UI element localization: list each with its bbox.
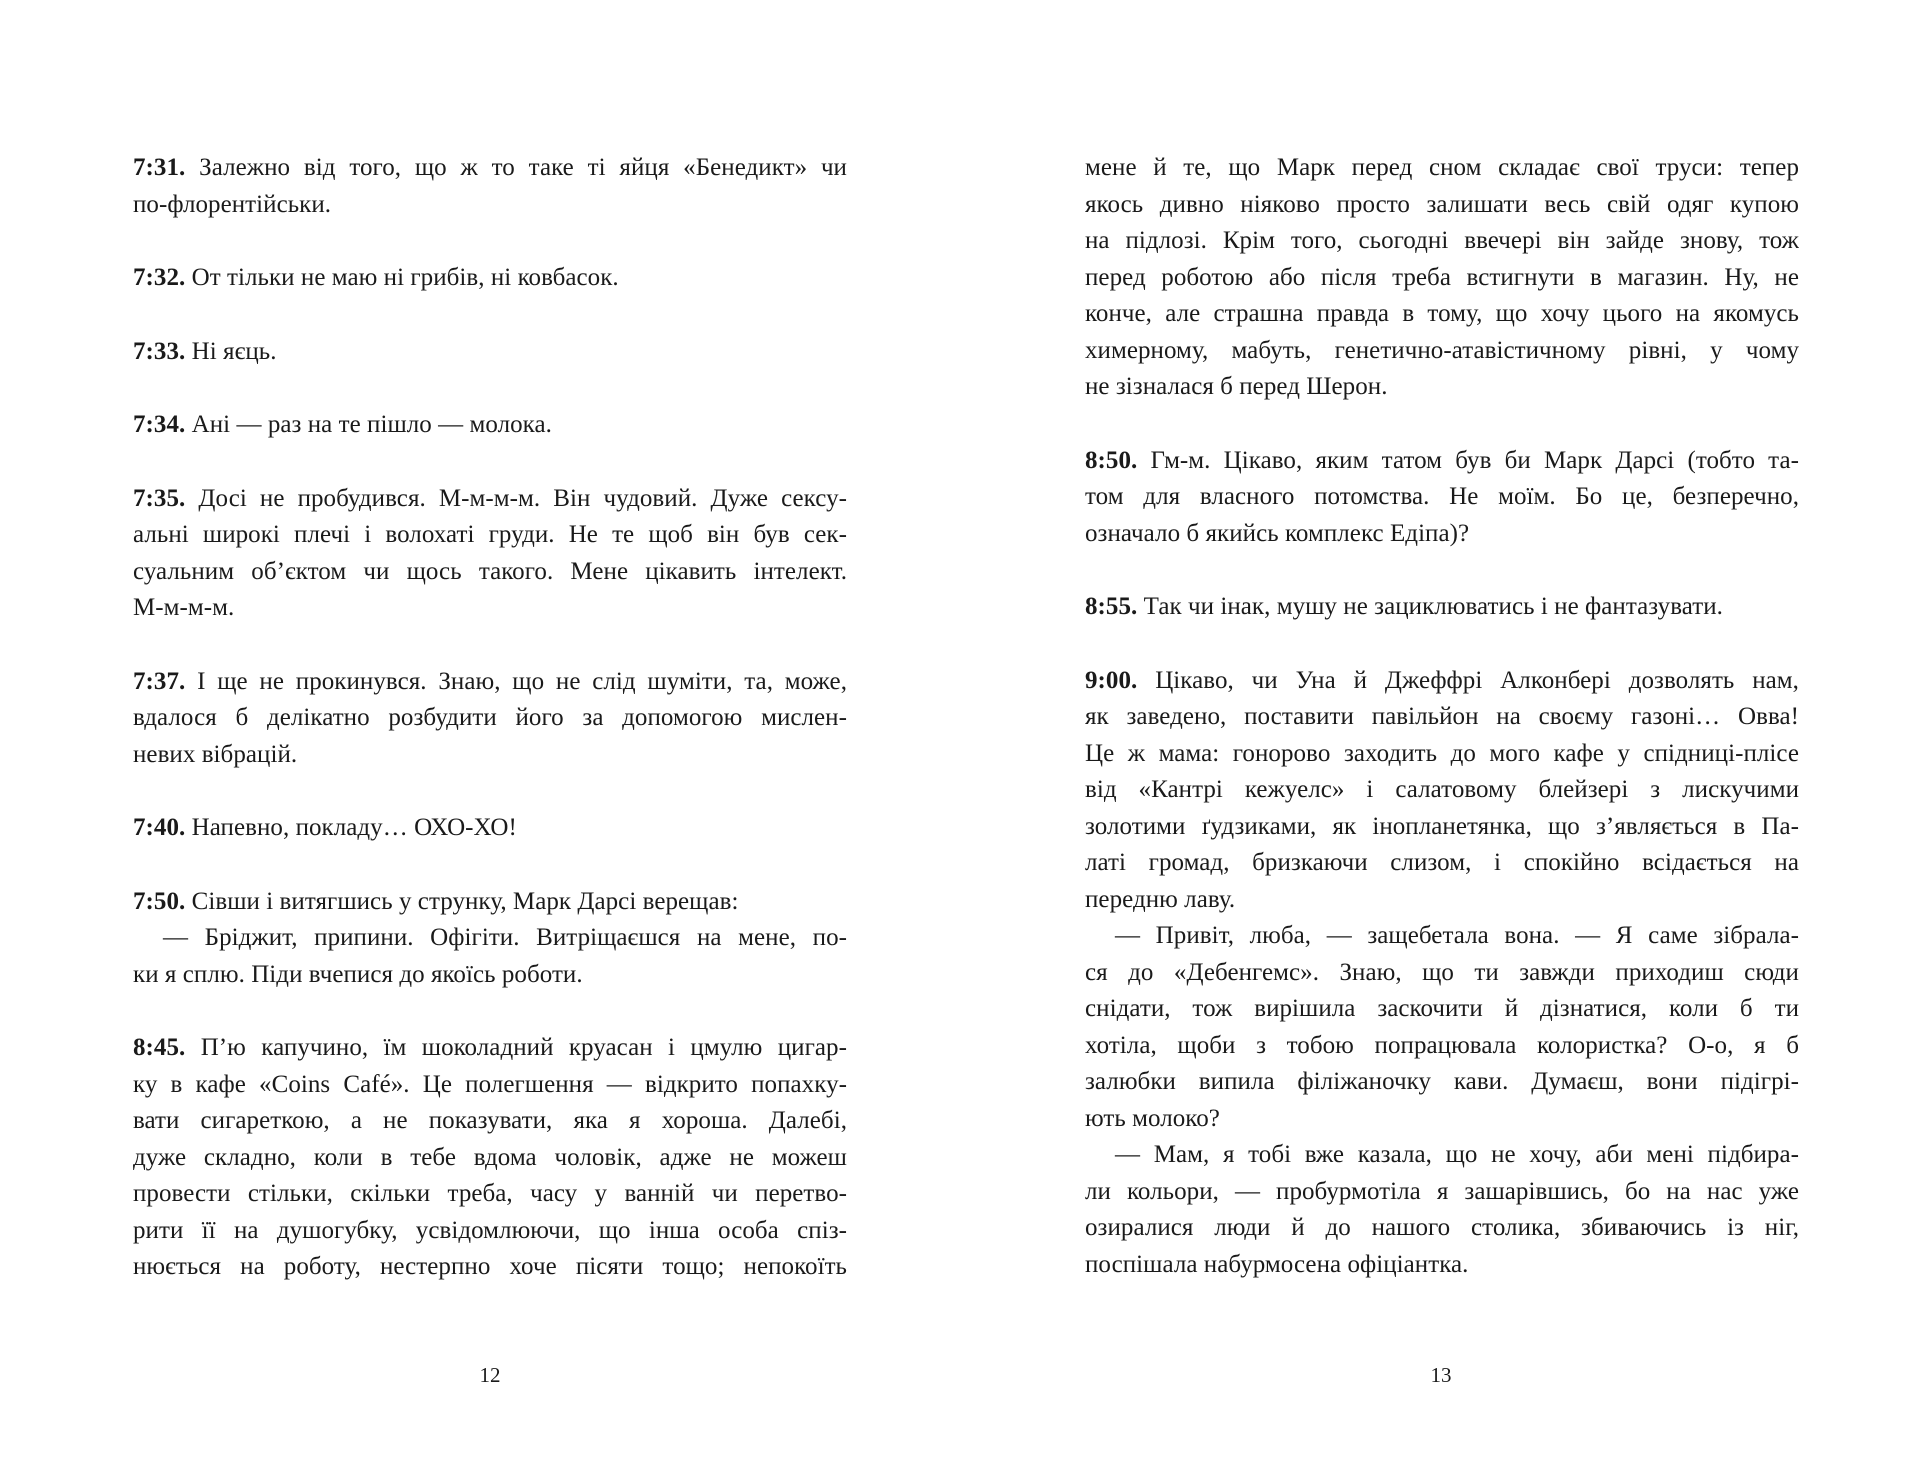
text-line: мене й те, що Марк перед сном складає свої труси: тепер xyxy=(1085,154,1799,181)
text-line: 9:00. Цікаво, чи Уна й Джеффрі Алконбері дозволять нам, xyxy=(1085,666,1799,694)
text-line: суальним об’єктом чи щось такого. Мене цікавить інтелект. xyxy=(133,557,847,585)
text-line: передню лаву. xyxy=(1085,885,1236,913)
diary-entry xyxy=(133,260,847,297)
text-line: хотіла, щоби з тобою попрацювала колористка? О-о, я б xyxy=(1085,1031,1799,1059)
entry-time: 8:55. xyxy=(1085,593,1138,620)
diary-entry xyxy=(133,407,847,444)
diary-entry xyxy=(133,334,847,371)
text-line: — Бріджит, припини. Офігіти. Витріщаєшся на мене, по- xyxy=(163,924,847,951)
text-line: дуже складно, коли в тебе вдома чоловік, адже не можеш xyxy=(133,1143,847,1171)
diary-entry xyxy=(1085,589,1799,626)
right-page xyxy=(1085,150,1799,1320)
text-line: конче, але страшна правда в тому, що хочу цього на якомусь xyxy=(1085,300,1799,327)
text-line: том для власного потомства. Не моїм. Бо це, безперечно, xyxy=(1085,483,1799,510)
text-line: ся до «Дебенгемс». Знаю, що ти завжди приходиш сюди xyxy=(1085,958,1799,986)
text-line: 8:45. П’ю капучино, їм шоколадний круасан і цмулю цигар- xyxy=(133,1034,847,1061)
entry-time: 7:33. xyxy=(133,337,186,365)
text-line: ють молоко? xyxy=(1085,1104,1220,1132)
diary-entry xyxy=(133,810,847,847)
text-line: 8:55. Так чи інак, мушу не зациклюватись і не фантазувати. xyxy=(1085,593,1723,620)
text-line: як заведено, поставити павільйон на своєму газоні… Овва! xyxy=(1085,703,1799,730)
text-line: 7:37. І ще не прокинувся. Знаю, що не слід шуміти, та, може, xyxy=(133,667,847,695)
text-line: ли кольори, — пробурмотіла я зашарівшись, бо на нас уже xyxy=(1085,1177,1799,1205)
diary-entry xyxy=(133,150,847,223)
text-line: 7:35. Досі не пробудився. М-м-м-м. Він чудовий. Дуже сексу- xyxy=(133,484,847,512)
text-line: вдалося б делікатно розбудити його за допомогою мислен- xyxy=(133,704,847,731)
text-line: по-флорентійськи. xyxy=(133,190,332,218)
text-line: перед роботою або після треба встигнути в магазин. Ну, не xyxy=(1085,263,1799,291)
text-line: М-м-м-м. xyxy=(133,594,235,621)
text-line: — Мам, я тобі вже казала, що не хочу, аби мені підбира- xyxy=(1115,1141,1799,1168)
entry-time: 7:31. xyxy=(133,154,186,181)
text-line: Це ж мама: гоноровo заходить до мого кафе у спідниці-плісе xyxy=(1085,739,1799,767)
text-line: 7:31. Залежно від того, що ж то таке ті яйця «Бенедикт» чи xyxy=(133,154,847,181)
text-line: поспішала набурмосена офіціантка. xyxy=(1085,1250,1469,1278)
text-line: снідати, тож вирішила заскочити й дізнатися, коли б ти xyxy=(1085,995,1799,1022)
text-line: на підлозі. Крім того, сьогодні ввечері він зайде знову, тож xyxy=(1085,227,1799,254)
text-line: 8:50. Гм-м. Цікаво, яким татом був би Марк Дарсі (тобто та- xyxy=(1085,446,1799,474)
text-line: невих вібрацій. xyxy=(133,740,298,768)
text-line: 7:34. Ані — раз на те пішло — молока. xyxy=(133,411,552,438)
text-line: ки я сплю. Піди вчепися до якоїсь роботи. xyxy=(133,960,583,988)
entry-time: 7:50. xyxy=(133,887,186,915)
text-line: від «Кантрі кежуелс» і салатовому блейзері з лискучими xyxy=(1085,776,1799,803)
diary-entry xyxy=(133,664,847,774)
page-number: 12 xyxy=(479,1363,501,1387)
diary-entry xyxy=(133,1030,847,1286)
text-line: 7:40. Напевно, покладу… ОХО-ХО! xyxy=(133,814,517,841)
entry-time: 7:32. xyxy=(133,264,186,291)
text-line: вати сигареткою, а не показувати, яка я хороша. Далебі, xyxy=(133,1107,847,1134)
diary-entry xyxy=(1085,150,1799,406)
left-page xyxy=(133,150,847,1323)
text-line: — Привіт, люба, — защебетала вона. — Я саме зібрала- xyxy=(1115,922,1799,949)
text-line: означало б якийсь комплекс Едіпа)? xyxy=(1085,519,1470,547)
entry-time: 7:37. xyxy=(133,667,186,695)
text-line: озиралися люди й до нашого столика, збиваючись із ніг, xyxy=(1085,1214,1799,1241)
page-number: 13 xyxy=(1430,1363,1452,1387)
diary-entry xyxy=(133,884,847,994)
text-line: альні широкі плечі і волохаті груди. Не те щоб він був сек- xyxy=(133,521,847,548)
diary-entry xyxy=(1085,443,1799,553)
text-line: рити її на душогубку, усвідомлюючи, що інша особа спіз- xyxy=(133,1216,847,1244)
entry-time: 9:00. xyxy=(1085,666,1138,694)
text-line: ку в кафе «Coins Café». Це полегшення — відкрито попахку- xyxy=(133,1070,847,1098)
diary-entry xyxy=(1085,663,1799,1284)
text-line: залюбки випила філіжаночку кави. Думаєш, вони підігрі- xyxy=(1085,1068,1799,1095)
entry-time: 7:34. xyxy=(133,411,186,438)
text-line: химерному, мабуть, генетично-атавістичному рівні, у чому xyxy=(1085,336,1799,364)
text-line: 7:32. От тільки не маю ні грибів, ні ковбасок. xyxy=(133,264,619,291)
text-line: якось дивно ніяково просто залишати весь свій одяг купою xyxy=(1085,190,1799,218)
entry-time: 8:50. xyxy=(1085,446,1138,474)
entry-time: 7:40. xyxy=(133,814,186,841)
text-line: золотими ґудзиками, як інопланетянка, що з’являється в Па- xyxy=(1085,812,1799,840)
entry-time: 8:45. xyxy=(133,1034,186,1061)
text-line: провести стільки, скільки треба, часу у ванній чи перетво- xyxy=(133,1180,847,1207)
text-line: нюється на роботу, нестерпно хоче пісяти тощо; непокоїть xyxy=(133,1253,847,1280)
entry-time: 7:35. xyxy=(133,484,186,512)
text-line: не зізналася б перед Шерон. xyxy=(1085,373,1388,400)
text-line: 7:50. Сівши і витягшись у струнку, Марк Дарсі верещав: xyxy=(133,887,739,915)
text-line: латі громад, бризкаючи слизом, і спокійно всідається на xyxy=(1085,849,1799,876)
diary-entry xyxy=(133,481,847,627)
text-line: 7:33. Ні яєць. xyxy=(133,337,277,365)
